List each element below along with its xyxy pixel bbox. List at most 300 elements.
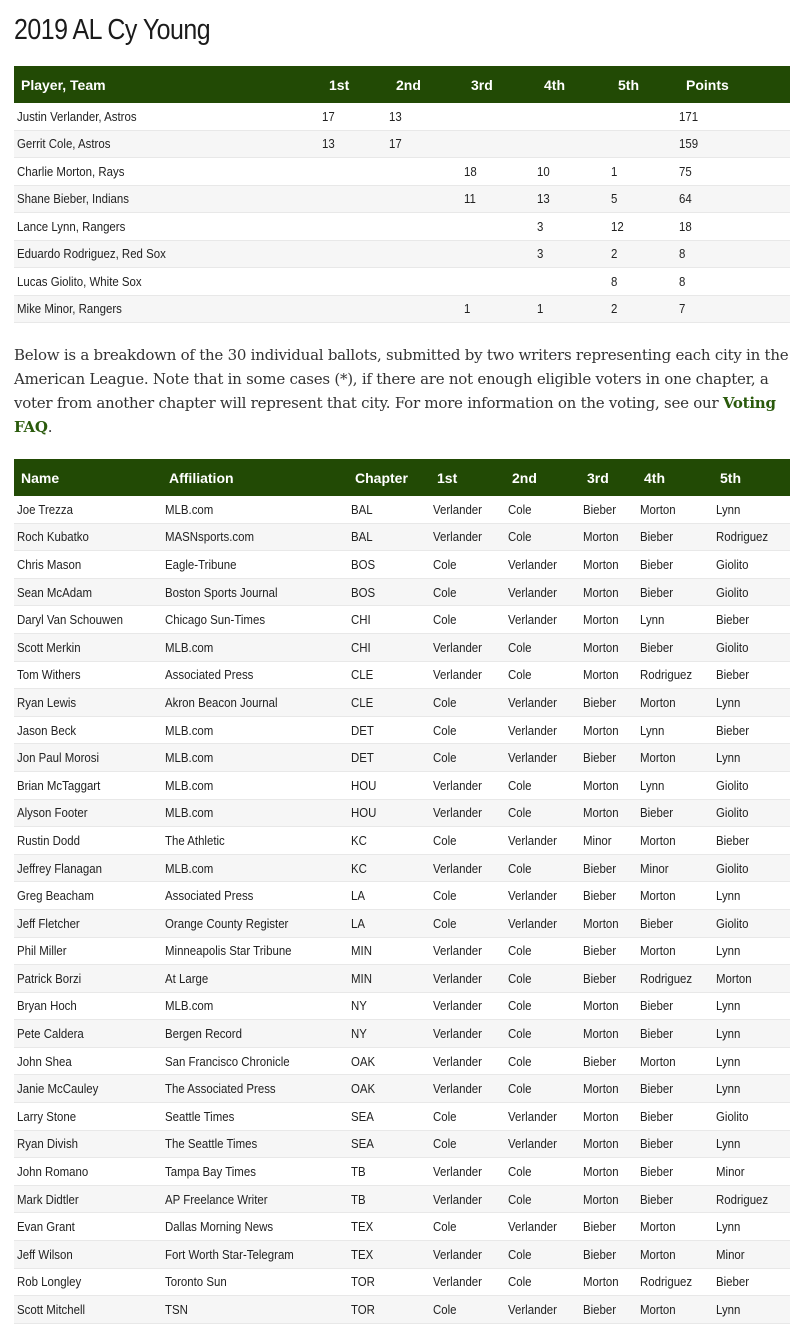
ballot-cell bbox=[580, 496, 637, 523]
ballot-cell-text: Bryan Hoch bbox=[17, 998, 77, 1014]
ballot-cell bbox=[430, 1213, 505, 1241]
ballot-cell-text: Verlander bbox=[508, 722, 557, 738]
summary-cell bbox=[322, 103, 389, 130]
ballot-cell-text: NY bbox=[351, 998, 367, 1014]
ballot-cell-text: John Shea bbox=[17, 1053, 72, 1069]
ballot-cell-text: KC bbox=[351, 860, 367, 876]
ballot-cell-text: MIN bbox=[351, 970, 372, 986]
ballot-cell bbox=[505, 496, 580, 523]
ballot-cell bbox=[637, 1158, 713, 1186]
ballot-row bbox=[14, 1158, 790, 1186]
ballot-cell bbox=[580, 799, 637, 827]
ballot-cell bbox=[713, 965, 790, 993]
summary-cell bbox=[464, 185, 537, 213]
ballot-cell-text: Morton bbox=[583, 998, 619, 1014]
ballot-cell bbox=[505, 1268, 580, 1296]
ballot-header-0: Name bbox=[14, 459, 162, 496]
ballot-cell bbox=[348, 1103, 430, 1131]
ballot-cell bbox=[348, 689, 430, 717]
ballot-cell bbox=[14, 965, 162, 993]
ballot-cell bbox=[14, 1020, 162, 1048]
ballot-cell-text: Verlander bbox=[508, 1136, 557, 1152]
ballot-cell bbox=[713, 496, 790, 523]
ballot-cell bbox=[713, 882, 790, 910]
ballot-cell bbox=[348, 909, 430, 937]
ballot-cell bbox=[430, 1075, 505, 1103]
ballot-cell-text: Bieber bbox=[640, 584, 674, 600]
summary-cell bbox=[389, 130, 464, 158]
ballot-cell bbox=[637, 1296, 713, 1324]
ballot-cell-text: Cole bbox=[433, 694, 457, 710]
ballot-cell-text: Chicago Sun-Times bbox=[165, 612, 266, 628]
summary-cell bbox=[14, 240, 322, 268]
ballot-cell bbox=[348, 799, 430, 827]
ballot-cell-text: MLB.com bbox=[165, 750, 214, 766]
ballot-cell bbox=[580, 716, 637, 744]
ballot-cell bbox=[430, 551, 505, 579]
summary-cell bbox=[611, 268, 679, 296]
ballot-cell-text: Verlander bbox=[508, 1302, 557, 1318]
ballot-cell-text: SEA bbox=[351, 1136, 374, 1152]
ballot-cell-text: Bieber bbox=[583, 501, 617, 517]
ballot-cell-text: Ryan Divish bbox=[17, 1136, 79, 1152]
ballot-cell-text: Alyson Footer bbox=[17, 805, 88, 821]
ballot-cell-text: Lynn bbox=[716, 1026, 741, 1042]
summary-cell bbox=[14, 213, 322, 241]
ballot-cell-text: Cole bbox=[433, 832, 457, 848]
ballot-cell bbox=[505, 716, 580, 744]
ballot-cell-text: CHI bbox=[351, 639, 371, 655]
ballot-cell-text: DET bbox=[351, 722, 374, 738]
ballot-cell bbox=[580, 827, 637, 855]
ballot-cell-text: Bieber bbox=[583, 1053, 617, 1069]
ballot-cell-text: Bieber bbox=[716, 1274, 750, 1290]
ballot-header-1: Affiliation bbox=[162, 459, 348, 496]
ballot-cell-text: Morton bbox=[640, 694, 676, 710]
ballot-cell bbox=[14, 1103, 162, 1131]
ballot-cell-text: Verlander bbox=[433, 943, 482, 959]
ballot-cell bbox=[505, 909, 580, 937]
summary-row bbox=[14, 185, 790, 213]
ballot-cell bbox=[713, 937, 790, 965]
ballot-cell bbox=[162, 1241, 348, 1269]
ballot-cell-text: Morton bbox=[640, 1053, 676, 1069]
ballot-cell-text: Giolito bbox=[716, 584, 749, 600]
ballot-cell bbox=[713, 1296, 790, 1324]
ballot-row bbox=[14, 827, 790, 855]
ballot-cell-text: Giolito bbox=[716, 860, 749, 876]
summary-row bbox=[14, 240, 790, 268]
ballot-cell bbox=[162, 1103, 348, 1131]
ballot-cell-text: Cole bbox=[508, 943, 532, 959]
ballot-cell bbox=[14, 496, 162, 523]
ballot-cell-text: Lynn bbox=[716, 998, 741, 1014]
ballot-cell-text: Cole bbox=[433, 584, 457, 600]
ballot-cell-text: Cole bbox=[508, 1246, 532, 1262]
summary-cell bbox=[322, 268, 389, 296]
ballot-header-3: 1st bbox=[430, 459, 505, 496]
ballot-row bbox=[14, 744, 790, 772]
ballot-cell-text: Cole bbox=[508, 998, 532, 1014]
ballot-cell-text: Akron Beacon Journal bbox=[165, 694, 278, 710]
ballot-cell-text: Rodriguez bbox=[640, 1274, 693, 1290]
ballot-cell-text: Bieber bbox=[640, 805, 674, 821]
ballot-cell bbox=[637, 1268, 713, 1296]
ballot-cell-text: Verlander bbox=[508, 694, 557, 710]
summary-cell bbox=[464, 213, 537, 241]
ballot-row bbox=[14, 1185, 790, 1213]
ballot-cell-text: Morton bbox=[583, 556, 619, 572]
ballot-cell bbox=[162, 1296, 348, 1324]
ballot-cell bbox=[162, 1158, 348, 1186]
ballot-cell bbox=[14, 578, 162, 606]
summary-cell-text: 11 bbox=[464, 191, 476, 207]
summary-cell-text: Mike Minor, Rangers bbox=[17, 301, 122, 317]
ballot-cell-text: The Seattle Times bbox=[165, 1136, 258, 1152]
ballot-cell bbox=[14, 1241, 162, 1269]
ballot-cell-text: TB bbox=[351, 1164, 366, 1180]
ballot-cell-text: Verlander bbox=[508, 750, 557, 766]
ballot-cell bbox=[14, 937, 162, 965]
ballot-cell bbox=[637, 965, 713, 993]
ballot-cell-text: Morton bbox=[583, 805, 619, 821]
ballot-cell bbox=[637, 744, 713, 772]
ballot-cell-text: At Large bbox=[165, 970, 209, 986]
ballot-cell-text: Bergen Record bbox=[165, 1026, 242, 1042]
ballot-cell bbox=[348, 496, 430, 523]
ballot-cell-text: Larry Stone bbox=[17, 1108, 77, 1124]
ballot-cell bbox=[348, 744, 430, 772]
ballot-header-7: 5th bbox=[713, 459, 790, 496]
ballot-cell-text: Morton bbox=[640, 832, 676, 848]
summary-row bbox=[14, 295, 790, 323]
ballot-cell bbox=[162, 854, 348, 882]
ballot-cell bbox=[713, 633, 790, 661]
ballot-cell-text: Bieber bbox=[583, 1246, 617, 1262]
ballot-cell-text: Orange County Register bbox=[165, 915, 289, 931]
ballot-cell-text: Lynn bbox=[716, 501, 741, 517]
ballot-cell-text: HOU bbox=[351, 777, 377, 793]
summary-cell bbox=[322, 213, 389, 241]
ballot-cell-text: NY bbox=[351, 1026, 367, 1042]
ballot-cell-text: Cole bbox=[508, 805, 532, 821]
ballot-cell-text: Eagle-Tribune bbox=[165, 556, 237, 572]
ballot-cell-text: DET bbox=[351, 750, 374, 766]
ballot-cell-text: Verlander bbox=[433, 1191, 482, 1207]
ballot-cell-text: Lynn bbox=[640, 612, 665, 628]
summary-cell-text: 2 bbox=[611, 246, 618, 262]
ballot-header-4: 2nd bbox=[505, 459, 580, 496]
ballot-cell bbox=[505, 633, 580, 661]
summary-cell-text: 159 bbox=[679, 136, 699, 152]
summary-cell bbox=[464, 130, 537, 158]
ballot-cell-text: Lynn bbox=[716, 1053, 741, 1069]
summary-body bbox=[14, 103, 790, 323]
ballot-cell-text: Rustin Dodd bbox=[17, 832, 80, 848]
ballot-cell-text: Bieber bbox=[583, 943, 617, 959]
ballot-cell-text: Lynn bbox=[716, 750, 741, 766]
summary-cell bbox=[389, 158, 464, 186]
ballot-cell bbox=[505, 689, 580, 717]
ballot-header-2: Chapter bbox=[348, 459, 430, 496]
ballot-cell bbox=[14, 992, 162, 1020]
ballot-cell bbox=[14, 771, 162, 799]
ballot-cell-text: BAL bbox=[351, 529, 373, 545]
ballot-cell-text: Verlander bbox=[508, 612, 557, 628]
ballot-cell-text: Bieber bbox=[640, 998, 674, 1014]
summary-cell bbox=[389, 240, 464, 268]
ballot-cell bbox=[430, 606, 505, 634]
ballot-cell-text: Cole bbox=[433, 1302, 457, 1318]
ballot-cell-text: Cole bbox=[433, 1136, 457, 1152]
ballot-cell-text: Ryan Lewis bbox=[17, 694, 77, 710]
summary-cell bbox=[464, 103, 537, 130]
ballot-header-5: 3rd bbox=[580, 459, 637, 496]
ballot-row bbox=[14, 1268, 790, 1296]
ballot-cell bbox=[580, 744, 637, 772]
ballot-cell-text: Giolito bbox=[716, 556, 749, 572]
ballot-cell bbox=[14, 633, 162, 661]
ballot-cell bbox=[713, 716, 790, 744]
ballot-cell-text: MLB.com bbox=[165, 639, 214, 655]
ballot-cell-text: BAL bbox=[351, 501, 373, 517]
ballot-cell-text: Mark Didtler bbox=[17, 1191, 79, 1207]
ballot-cell-text: Verlander bbox=[433, 1026, 482, 1042]
ballot-cell bbox=[14, 1268, 162, 1296]
ballot-cell bbox=[430, 1241, 505, 1269]
summary-row bbox=[14, 268, 790, 296]
ballot-cell-text: Boston Sports Journal bbox=[165, 584, 278, 600]
ballot-cell bbox=[430, 716, 505, 744]
ballot-cell bbox=[713, 1103, 790, 1131]
ballot-cell bbox=[713, 799, 790, 827]
summary-cell-text: 1 bbox=[611, 163, 618, 179]
ballot-cell-text: Verlander bbox=[433, 860, 482, 876]
ballot-cell bbox=[430, 523, 505, 551]
summary-cell-text: 12 bbox=[611, 218, 624, 234]
ballot-cell-text: Verlander bbox=[433, 1164, 482, 1180]
ballot-row bbox=[14, 1103, 790, 1131]
summary-cell bbox=[389, 103, 464, 130]
ballot-cell-text: Verlander bbox=[433, 639, 482, 655]
ballot-cell bbox=[14, 1213, 162, 1241]
ballot-row bbox=[14, 1296, 790, 1324]
ballot-cell-text: CHI bbox=[351, 612, 371, 628]
ballot-cell bbox=[505, 1213, 580, 1241]
ballot-cell bbox=[162, 771, 348, 799]
ballot-cell-text: Bieber bbox=[583, 1302, 617, 1318]
intro-end: . bbox=[47, 418, 53, 436]
ballot-cell bbox=[348, 854, 430, 882]
summary-cell bbox=[14, 130, 322, 158]
ballot-row bbox=[14, 578, 790, 606]
summary-cell bbox=[464, 158, 537, 186]
summary-cell-text: 5 bbox=[611, 191, 618, 207]
ballot-cell-text: Lynn bbox=[716, 694, 741, 710]
ballot-row bbox=[14, 1075, 790, 1103]
ballot-cell-text: AP Freelance Writer bbox=[165, 1191, 268, 1207]
voting-faq-link[interactable]: Voting FAQ bbox=[14, 394, 776, 436]
ballot-row bbox=[14, 1213, 790, 1241]
ballot-cell bbox=[505, 799, 580, 827]
summary-cell bbox=[679, 185, 790, 213]
ballot-cell-text: Bieber bbox=[640, 1136, 674, 1152]
ballot-cell bbox=[430, 1158, 505, 1186]
ballot-cell bbox=[162, 551, 348, 579]
ballot-cell-text: Chris Mason bbox=[17, 556, 82, 572]
ballot-cell bbox=[580, 854, 637, 882]
summary-cell bbox=[14, 268, 322, 296]
ballot-cell-text: Verlander bbox=[508, 1219, 557, 1235]
ballot-cell bbox=[162, 1020, 348, 1048]
ballot-cell bbox=[348, 1268, 430, 1296]
ballot-cell bbox=[162, 1185, 348, 1213]
ballot-cell-text: HOU bbox=[351, 805, 377, 821]
summary-row bbox=[14, 213, 790, 241]
summary-cell-text: Gerrit Cole, Astros bbox=[17, 136, 111, 152]
ballot-cell bbox=[348, 661, 430, 689]
ballot-cell-text: Tom Withers bbox=[17, 667, 81, 683]
summary-cell bbox=[14, 103, 322, 130]
ballot-cell-text: Morton bbox=[583, 1081, 619, 1097]
ballot-cell bbox=[637, 771, 713, 799]
ballot-cell-text: Rodriguez bbox=[640, 970, 693, 986]
ballot-cell bbox=[14, 827, 162, 855]
ballot-cell bbox=[637, 633, 713, 661]
ballot-cell-text: Minor bbox=[583, 832, 612, 848]
ballot-row bbox=[14, 799, 790, 827]
ballot-cell-text: Jeff Fletcher bbox=[17, 915, 80, 931]
ballot-cell bbox=[713, 1241, 790, 1269]
ballot-cell bbox=[637, 854, 713, 882]
ballot-cell-text: Greg Beacham bbox=[17, 888, 94, 904]
summary-cell-text: Justin Verlander, Astros bbox=[17, 108, 137, 124]
ballot-cell bbox=[430, 937, 505, 965]
ballot-cell-text: Morton bbox=[640, 1302, 676, 1318]
summary-cell bbox=[611, 130, 679, 158]
ballot-row bbox=[14, 992, 790, 1020]
ballot-cell bbox=[713, 909, 790, 937]
ballot-cell bbox=[14, 1185, 162, 1213]
ballot-cell-text: Verlander bbox=[508, 556, 557, 572]
ballot-cell bbox=[713, 992, 790, 1020]
ballot-cell bbox=[637, 1047, 713, 1075]
summary-cell bbox=[679, 213, 790, 241]
summary-row bbox=[14, 158, 790, 186]
ballot-cell bbox=[580, 551, 637, 579]
ballot-row bbox=[14, 551, 790, 579]
ballot-cell bbox=[14, 551, 162, 579]
ballot-cell bbox=[348, 1047, 430, 1075]
ballot-cell bbox=[580, 1075, 637, 1103]
ballot-cell-text: Morton bbox=[583, 1026, 619, 1042]
ballot-cell-text: Morton bbox=[583, 584, 619, 600]
ballot-cell-text: Evan Grant bbox=[17, 1219, 75, 1235]
ballot-cell bbox=[162, 827, 348, 855]
ballot-cell-text: The Associated Press bbox=[165, 1081, 276, 1097]
ballot-cell bbox=[348, 1130, 430, 1158]
ballot-cell bbox=[348, 1075, 430, 1103]
ballot-cell-text: Cole bbox=[433, 1219, 457, 1235]
ballot-cell-text: Verlander bbox=[508, 915, 557, 931]
ballot-cell bbox=[713, 744, 790, 772]
ballot-cell bbox=[348, 965, 430, 993]
ballot-cell-text: Verlander bbox=[433, 1246, 482, 1262]
ballot-cell bbox=[14, 1130, 162, 1158]
ballot-cell bbox=[637, 1185, 713, 1213]
summary-cell bbox=[389, 268, 464, 296]
ballot-cell bbox=[713, 1130, 790, 1158]
ballot-cell bbox=[637, 827, 713, 855]
summary-header-3: 3rd bbox=[464, 66, 537, 103]
ballot-cell-text: Tampa Bay Times bbox=[165, 1164, 256, 1180]
ballot-cell-text: Verlander bbox=[433, 777, 482, 793]
summary-cell-text: 13 bbox=[537, 191, 550, 207]
ballot-cell bbox=[580, 661, 637, 689]
ballot-cell bbox=[580, 882, 637, 910]
ballot-cell-text: Cole bbox=[508, 529, 532, 545]
ballot-cell-text: Rob Longley bbox=[17, 1274, 82, 1290]
ballot-cell-text: Janie McCauley bbox=[17, 1081, 99, 1097]
summary-header-6: Points bbox=[679, 66, 790, 103]
ballot-cell bbox=[162, 578, 348, 606]
summary-cell bbox=[679, 103, 790, 130]
ballot-cell bbox=[713, 1075, 790, 1103]
ballot-cell-text: Bieber bbox=[716, 612, 750, 628]
ballot-cell bbox=[162, 799, 348, 827]
ballot-cell bbox=[14, 606, 162, 634]
summary-cell-text: 171 bbox=[679, 108, 699, 124]
ballot-cell bbox=[348, 578, 430, 606]
summary-cell bbox=[389, 213, 464, 241]
ballot-cell bbox=[14, 854, 162, 882]
ballot-cell-text: Verlander bbox=[433, 1081, 482, 1097]
summary-cell bbox=[537, 240, 611, 268]
ballot-cell bbox=[713, 827, 790, 855]
ballot-cell bbox=[430, 771, 505, 799]
ballot-cell-text: Associated Press bbox=[165, 667, 254, 683]
ballot-cell-text: Morton bbox=[716, 970, 752, 986]
ballot-cell bbox=[162, 1268, 348, 1296]
ballot-cell-text: Cole bbox=[433, 750, 457, 766]
ballot-cell-text: MLB.com bbox=[165, 777, 214, 793]
ballot-cell bbox=[505, 1241, 580, 1269]
ballot-cell bbox=[580, 909, 637, 937]
ballots-header-row bbox=[14, 459, 790, 496]
ballot-cell-text: KC bbox=[351, 832, 367, 848]
ballot-cell bbox=[162, 1075, 348, 1103]
ballot-cell bbox=[580, 1213, 637, 1241]
ballot-cell bbox=[162, 661, 348, 689]
ballot-cell bbox=[713, 854, 790, 882]
ballot-cell-text: Jon Paul Morosi bbox=[17, 750, 100, 766]
ballot-cell-text: Morton bbox=[640, 501, 676, 517]
summary-cell-text: 8 bbox=[679, 273, 686, 289]
ballot-cell bbox=[713, 1020, 790, 1048]
ballot-cell-text: MLB.com bbox=[165, 805, 214, 821]
ballot-cell bbox=[348, 771, 430, 799]
ballot-cell bbox=[580, 1158, 637, 1186]
ballot-cell-text: Bieber bbox=[716, 722, 750, 738]
summary-cell-text: 1 bbox=[464, 301, 471, 317]
summary-cell-text: 3 bbox=[537, 246, 544, 262]
ballot-cell-text: The Athletic bbox=[165, 832, 225, 848]
ballot-cell bbox=[162, 1047, 348, 1075]
ballot-cell-text: Morton bbox=[583, 612, 619, 628]
ballot-cell bbox=[348, 1185, 430, 1213]
ballot-cell-text: Bieber bbox=[640, 1164, 674, 1180]
summary-header-0: Player, Team bbox=[14, 66, 322, 103]
